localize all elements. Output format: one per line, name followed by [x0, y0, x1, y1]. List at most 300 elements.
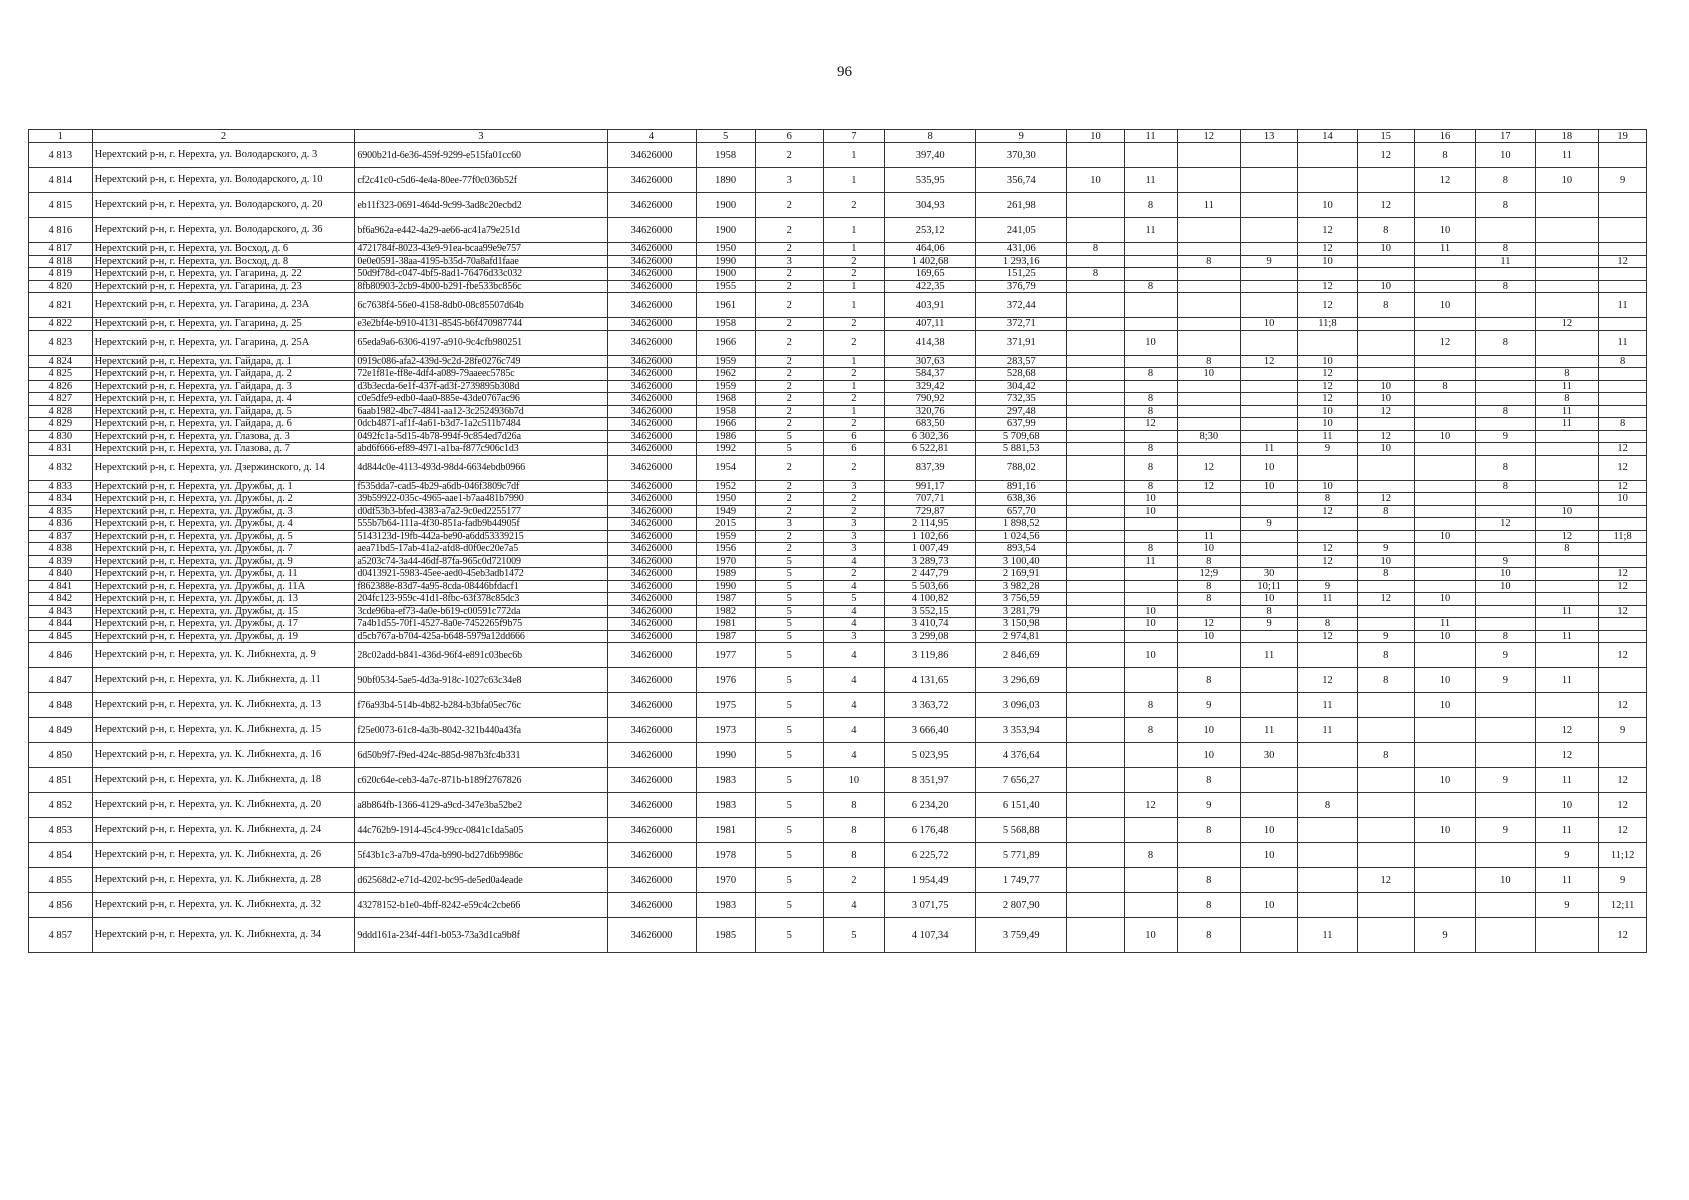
total-area-cell: 2 447,79: [885, 568, 976, 581]
address-cell: Нерехтский р-н, г. Нерехта, ул. Дружбы, д. 17: [92, 618, 355, 631]
living-area-cell: 3 759,49: [976, 918, 1067, 953]
build-year-cell: 1978: [696, 843, 755, 868]
col-13-cell: [1241, 768, 1298, 793]
build-year-cell: 1956: [696, 543, 755, 556]
oktmo-code-cell: 34626000: [607, 268, 696, 281]
house-guid-cell: 6d50b9f7-f9ed-424c-885d-987b3fc4b331: [355, 743, 607, 768]
build-year-cell: 1900: [696, 218, 755, 243]
address-cell: Нерехтский р-н, г. Нерехта, ул. К. Либкнехта, д. 18: [92, 768, 355, 793]
col-13-cell: [1241, 380, 1298, 393]
col-15-cell: [1357, 893, 1414, 918]
house-guid-cell: 65eda9a6-6306-4197-a910-9c4cfb980251: [355, 330, 607, 355]
col-16-cell: [1414, 718, 1475, 743]
col-13-cell: 11: [1241, 643, 1298, 668]
col-10-cell: [1067, 218, 1124, 243]
total-area-cell: 397,40: [885, 143, 976, 168]
address-cell: Нерехтский р-н, г. Нерехта, ул. Дружбы, д. 9: [92, 555, 355, 568]
record-number: 4 857: [29, 918, 93, 953]
record-number: 4 825: [29, 368, 93, 381]
floors-cell: 3: [755, 255, 823, 268]
column-number-18: 18: [1535, 130, 1599, 143]
col-12-cell: 8: [1177, 818, 1241, 843]
col-19-cell: [1599, 393, 1647, 406]
col-14-cell: 9: [1298, 580, 1357, 593]
living-area-cell: 3 281,79: [976, 605, 1067, 618]
record-number: 4 845: [29, 630, 93, 643]
col-18-cell: [1535, 268, 1599, 281]
col-16-cell: [1414, 455, 1475, 480]
entrances-cell: 2: [823, 493, 884, 506]
col-13-cell: [1241, 530, 1298, 543]
entrances-cell: 3: [823, 543, 884, 556]
entrances-cell: 4: [823, 693, 884, 718]
build-year-cell: 1983: [696, 768, 755, 793]
entrances-cell: 6: [823, 430, 884, 443]
col-17-cell: [1476, 843, 1535, 868]
record-number: 4 842: [29, 593, 93, 606]
col-10-cell: [1067, 480, 1124, 493]
house-guid-cell: d5cb767a-b704-425a-b648-5979a12dd666: [355, 630, 607, 643]
col-12-cell: 8: [1177, 768, 1241, 793]
col-14-cell: [1298, 868, 1357, 893]
entrances-cell: 1: [823, 355, 884, 368]
table-row: [29, 643, 1647, 668]
address-cell: Нерехтский р-н, г. Нерехта, ул. Дружбы, д. 2: [92, 493, 355, 506]
column-number-3: 3: [355, 130, 607, 143]
col-16-cell: [1414, 280, 1475, 293]
entrances-cell: 4: [823, 893, 884, 918]
oktmo-code-cell: 34626000: [607, 405, 696, 418]
col-10-cell: [1067, 530, 1124, 543]
col-18-cell: 8: [1535, 393, 1599, 406]
col-18-cell: [1535, 255, 1599, 268]
total-area-cell: 790,92: [885, 393, 976, 406]
build-year-cell: 1954: [696, 455, 755, 480]
address-cell: Нерехтский р-н, г. Нерехта, ул. Гагарина, д. 25: [92, 318, 355, 331]
col-18-cell: [1535, 330, 1599, 355]
record-number: 4 829: [29, 418, 93, 431]
col-14-cell: [1298, 530, 1357, 543]
oktmo-code-cell: 34626000: [607, 718, 696, 743]
build-year-cell: 1977: [696, 643, 755, 668]
col-15-cell: [1357, 818, 1414, 843]
floors-cell: 5: [755, 580, 823, 593]
col-18-cell: 11: [1535, 630, 1599, 643]
floors-cell: 2: [755, 393, 823, 406]
living-area-cell: 3 353,94: [976, 718, 1067, 743]
col-10-cell: [1067, 543, 1124, 556]
col-12-cell: 8: [1177, 255, 1241, 268]
table-row: [29, 868, 1647, 893]
col-17-cell: [1476, 593, 1535, 606]
entrances-cell: 2: [823, 330, 884, 355]
col-15-cell: 12: [1357, 868, 1414, 893]
total-area-cell: 464,06: [885, 243, 976, 256]
col-13-cell: [1241, 668, 1298, 693]
col-10-cell: [1067, 555, 1124, 568]
floors-cell: 5: [755, 618, 823, 631]
house-guid-cell: 7a4b1d55-70f1-4527-8a0e-7452265f9b75: [355, 618, 607, 631]
oktmo-code-cell: 34626000: [607, 280, 696, 293]
col-10-cell: [1067, 793, 1124, 818]
col-13-cell: [1241, 330, 1298, 355]
col-18-cell: 8: [1535, 543, 1599, 556]
col-14-cell: 12: [1298, 243, 1357, 256]
col-19-cell: [1599, 268, 1647, 281]
oktmo-code-cell: 34626000: [607, 543, 696, 556]
col-15-cell: 8: [1357, 505, 1414, 518]
oktmo-code-cell: 34626000: [607, 393, 696, 406]
living-area-cell: 372,71: [976, 318, 1067, 331]
table-row: [29, 918, 1647, 953]
table-row: [29, 893, 1647, 918]
col-11-cell: [1124, 893, 1177, 918]
floors-cell: 5: [755, 818, 823, 843]
record-number: 4 835: [29, 505, 93, 518]
col-14-cell: 10: [1298, 480, 1357, 493]
col-17-cell: 12: [1476, 518, 1535, 531]
col-12-cell: [1177, 218, 1241, 243]
record-number: 4 856: [29, 893, 93, 918]
record-number: 4 836: [29, 518, 93, 531]
build-year-cell: 1976: [696, 668, 755, 693]
col-14-cell: [1298, 568, 1357, 581]
col-11-cell: [1124, 593, 1177, 606]
address-cell: Нерехтский р-н, г. Нерехта, ул. К. Либкнехта, д. 20: [92, 793, 355, 818]
table-row: [29, 593, 1647, 606]
col-19-cell: [1599, 430, 1647, 443]
col-11-cell: 10: [1124, 505, 1177, 518]
address-cell: Нерехтский р-н, г. Нерехта, ул. Дружбы, д. 13: [92, 593, 355, 606]
oktmo-code-cell: 34626000: [607, 918, 696, 953]
col-17-cell: 9: [1476, 668, 1535, 693]
col-10-cell: [1067, 430, 1124, 443]
build-year-cell: 1981: [696, 618, 755, 631]
entrances-cell: 10: [823, 768, 884, 793]
record-number: 4 854: [29, 843, 93, 868]
col-18-cell: [1535, 555, 1599, 568]
col-19-cell: 11: [1599, 330, 1647, 355]
col-12-cell: 9: [1177, 793, 1241, 818]
col-18-cell: 11: [1535, 143, 1599, 168]
col-15-cell: 10: [1357, 380, 1414, 393]
col-10-cell: [1067, 630, 1124, 643]
col-16-cell: [1414, 793, 1475, 818]
table-row: [29, 418, 1647, 431]
total-area-cell: 729,87: [885, 505, 976, 518]
col-10-cell: [1067, 643, 1124, 668]
col-19-cell: 10: [1599, 493, 1647, 506]
col-15-cell: [1357, 168, 1414, 193]
total-area-cell: 6 176,48: [885, 818, 976, 843]
floors-cell: 2: [755, 493, 823, 506]
col-12-cell: 8: [1177, 893, 1241, 918]
col-17-cell: [1476, 743, 1535, 768]
col-16-cell: [1414, 255, 1475, 268]
address-cell: Нерехтский р-н, г. Нерехта, ул. Дружбы, д. 5: [92, 530, 355, 543]
col-16-cell: 8: [1414, 143, 1475, 168]
col-12-cell: [1177, 243, 1241, 256]
house-guid-cell: 0dcb4871-af1f-4a61-b3d7-1a2c511b7484: [355, 418, 607, 431]
col-14-cell: 12: [1298, 368, 1357, 381]
col-10-cell: [1067, 143, 1124, 168]
col-13-cell: 12: [1241, 355, 1298, 368]
col-16-cell: [1414, 493, 1475, 506]
col-18-cell: [1535, 493, 1599, 506]
house-guid-cell: abd6f666-ef89-4971-a1ba-f877c906c1d3: [355, 443, 607, 456]
address-cell: Нерехтский р-н, г. Нерехта, ул. Гайдара, д. 5: [92, 405, 355, 418]
col-15-cell: [1357, 268, 1414, 281]
col-17-cell: 9: [1476, 643, 1535, 668]
entrances-cell: 3: [823, 530, 884, 543]
build-year-cell: 1975: [696, 693, 755, 718]
col-10-cell: [1067, 330, 1124, 355]
build-year-cell: 1900: [696, 268, 755, 281]
col-19-cell: [1599, 143, 1647, 168]
entrances-cell: 8: [823, 818, 884, 843]
col-13-cell: [1241, 243, 1298, 256]
build-year-cell: 1961: [696, 293, 755, 318]
entrances-cell: 3: [823, 480, 884, 493]
col-16-cell: [1414, 643, 1475, 668]
col-11-cell: 8: [1124, 443, 1177, 456]
oktmo-code-cell: 34626000: [607, 580, 696, 593]
record-number: 4 838: [29, 543, 93, 556]
col-11-cell: 8: [1124, 455, 1177, 480]
col-17-cell: 8: [1476, 330, 1535, 355]
col-19-cell: 11: [1599, 293, 1647, 318]
col-16-cell: [1414, 868, 1475, 893]
column-number-4: 4: [607, 130, 696, 143]
col-13-cell: [1241, 143, 1298, 168]
col-18-cell: 11: [1535, 818, 1599, 843]
column-number-1: 1: [29, 130, 93, 143]
total-area-cell: 169,65: [885, 268, 976, 281]
col-18-cell: 11: [1535, 768, 1599, 793]
living-area-cell: 241,05: [976, 218, 1067, 243]
table-row: [29, 518, 1647, 531]
house-guid-cell: a8b864fb-1366-4129-a9cd-347e3ba52be2: [355, 793, 607, 818]
col-11-cell: 8: [1124, 405, 1177, 418]
build-year-cell: 1986: [696, 430, 755, 443]
total-area-cell: 5 023,95: [885, 743, 976, 768]
floors-cell: 2: [755, 380, 823, 393]
col-17-cell: [1476, 443, 1535, 456]
living-area-cell: 431,06: [976, 243, 1067, 256]
build-year-cell: 1985: [696, 918, 755, 953]
address-cell: Нерехтский р-н, г. Нерехта, ул. Дружбы, д. 1: [92, 480, 355, 493]
table-row: [29, 718, 1647, 743]
col-18-cell: [1535, 643, 1599, 668]
total-area-cell: 707,71: [885, 493, 976, 506]
col-12-cell: 9: [1177, 693, 1241, 718]
build-year-cell: 2015: [696, 518, 755, 531]
col-12-cell: 8: [1177, 668, 1241, 693]
address-cell: Нерехтский р-н, г. Нерехта, ул. Гайдара, д. 2: [92, 368, 355, 381]
col-15-cell: [1357, 618, 1414, 631]
col-19-cell: 12: [1599, 568, 1647, 581]
floors-cell: 2: [755, 405, 823, 418]
address-cell: Нерехтский р-н, г. Нерехта, ул. Володарского, д. 20: [92, 193, 355, 218]
col-14-cell: 12: [1298, 630, 1357, 643]
col-15-cell: [1357, 355, 1414, 368]
house-guid-cell: 39b59922-035c-4965-aae1-b7aa481b7990: [355, 493, 607, 506]
floors-cell: 2: [755, 318, 823, 331]
build-year-cell: 1962: [696, 368, 755, 381]
record-number: 4 820: [29, 280, 93, 293]
oktmo-code-cell: 34626000: [607, 618, 696, 631]
living-area-cell: 5 709,68: [976, 430, 1067, 443]
col-16-cell: 10: [1414, 530, 1475, 543]
col-19-cell: 12: [1599, 580, 1647, 593]
record-number: 4 844: [29, 618, 93, 631]
col-13-cell: [1241, 168, 1298, 193]
address-cell: Нерехтский р-н, г. Нерехта, ул. Володарского, д. 36: [92, 218, 355, 243]
col-10-cell: [1067, 693, 1124, 718]
col-12-cell: [1177, 330, 1241, 355]
record-number: 4 841: [29, 580, 93, 593]
col-17-cell: 8: [1476, 193, 1535, 218]
col-15-cell: 12: [1357, 405, 1414, 418]
col-15-cell: [1357, 693, 1414, 718]
col-14-cell: [1298, 893, 1357, 918]
total-area-cell: 3 119,86: [885, 643, 976, 668]
col-11-cell: 8: [1124, 368, 1177, 381]
address-cell: Нерехтский р-н, г. Нерехта, ул. Гайдара, д. 6: [92, 418, 355, 431]
table-row: [29, 218, 1647, 243]
house-guid-cell: 6aab1982-4bc7-4841-aa12-3c2524936b7d: [355, 405, 607, 418]
col-13-cell: [1241, 793, 1298, 818]
floors-cell: 5: [755, 443, 823, 456]
col-11-cell: [1124, 318, 1177, 331]
house-guid-cell: 9ddd161a-234f-44f1-b053-73a3d1ca9b8f: [355, 918, 607, 953]
table-row: [29, 405, 1647, 418]
col-16-cell: [1414, 605, 1475, 618]
col-10-cell: [1067, 355, 1124, 368]
address-cell: Нерехтский р-н, г. Нерехта, ул. Гайдара, д. 4: [92, 393, 355, 406]
col-11-cell: [1124, 293, 1177, 318]
build-year-cell: 1990: [696, 255, 755, 268]
col-13-cell: [1241, 405, 1298, 418]
record-number: 4 816: [29, 218, 93, 243]
col-15-cell: [1357, 330, 1414, 355]
living-area-cell: 5 568,88: [976, 818, 1067, 843]
build-year-cell: 1982: [696, 605, 755, 618]
col-16-cell: [1414, 505, 1475, 518]
col-14-cell: 8: [1298, 618, 1357, 631]
entrances-cell: 1: [823, 243, 884, 256]
floors-cell: 2: [755, 543, 823, 556]
total-area-cell: 991,17: [885, 480, 976, 493]
living-area-cell: 893,54: [976, 543, 1067, 556]
col-16-cell: [1414, 318, 1475, 331]
col-13-cell: 10: [1241, 893, 1298, 918]
oktmo-code-cell: 34626000: [607, 843, 696, 868]
col-15-cell: 12: [1357, 493, 1414, 506]
col-11-cell: [1124, 255, 1177, 268]
column-number-19: 19: [1599, 130, 1647, 143]
build-year-cell: 1989: [696, 568, 755, 581]
record-number: 4 837: [29, 530, 93, 543]
col-13-cell: 10;11: [1241, 580, 1298, 593]
col-10-cell: [1067, 568, 1124, 581]
house-guid-cell: 0492fc1a-5d15-4b78-994f-9c854ed7d26a: [355, 430, 607, 443]
living-area-cell: 528,68: [976, 368, 1067, 381]
address-cell: Нерехтский р-н, г. Нерехта, ул. Гагарина, д. 23А: [92, 293, 355, 318]
col-16-cell: [1414, 843, 1475, 868]
column-number-11: 11: [1124, 130, 1177, 143]
oktmo-code-cell: 34626000: [607, 168, 696, 193]
col-18-cell: 11: [1535, 418, 1599, 431]
col-15-cell: [1357, 793, 1414, 818]
floors-cell: 5: [755, 918, 823, 953]
col-12-cell: 12;9: [1177, 568, 1241, 581]
col-19-cell: [1599, 243, 1647, 256]
col-13-cell: 9: [1241, 618, 1298, 631]
col-12-cell: [1177, 843, 1241, 868]
col-17-cell: 8: [1476, 455, 1535, 480]
oktmo-code-cell: 34626000: [607, 243, 696, 256]
col-11-cell: 11: [1124, 168, 1177, 193]
house-guid-cell: aea71bd5-17ab-41a2-afd8-d0f0ec20e7a5: [355, 543, 607, 556]
build-year-cell: 1970: [696, 555, 755, 568]
living-area-cell: 637,99: [976, 418, 1067, 431]
record-number: 4 813: [29, 143, 93, 168]
entrances-cell: 4: [823, 718, 884, 743]
col-14-cell: 10: [1298, 193, 1357, 218]
col-14-cell: 12: [1298, 555, 1357, 568]
living-area-cell: 2 169,91: [976, 568, 1067, 581]
oktmo-code-cell: 34626000: [607, 743, 696, 768]
col-17-cell: 10: [1476, 568, 1535, 581]
living-area-cell: 3 756,59: [976, 593, 1067, 606]
oktmo-code-cell: 34626000: [607, 218, 696, 243]
col-19-cell: [1599, 380, 1647, 393]
col-14-cell: 8: [1298, 793, 1357, 818]
entrances-cell: 2: [823, 268, 884, 281]
oktmo-code-cell: 34626000: [607, 455, 696, 480]
col-16-cell: 10: [1414, 818, 1475, 843]
record-number: 4 851: [29, 768, 93, 793]
col-12-cell: 11: [1177, 193, 1241, 218]
col-16-cell: 12: [1414, 330, 1475, 355]
col-12-cell: [1177, 168, 1241, 193]
col-18-cell: 10: [1535, 168, 1599, 193]
address-cell: Нерехтский р-н, г. Нерехта, ул. К. Либкнехта, д. 9: [92, 643, 355, 668]
floors-cell: 2: [755, 280, 823, 293]
address-cell: Нерехтский р-н, г. Нерехта, ул. Гайдара, д. 3: [92, 380, 355, 393]
record-number: 4 827: [29, 393, 93, 406]
col-14-cell: 12: [1298, 668, 1357, 693]
col-11-cell: 8: [1124, 480, 1177, 493]
col-13-cell: [1241, 430, 1298, 443]
col-18-cell: [1535, 568, 1599, 581]
col-16-cell: 11: [1414, 243, 1475, 256]
col-14-cell: 11: [1298, 918, 1357, 953]
oktmo-code-cell: 34626000: [607, 255, 696, 268]
col-17-cell: [1476, 318, 1535, 331]
col-13-cell: 10: [1241, 455, 1298, 480]
col-17-cell: [1476, 893, 1535, 918]
living-area-cell: 3 982,28: [976, 580, 1067, 593]
floors-cell: 5: [755, 793, 823, 818]
record-number: 4 818: [29, 255, 93, 268]
col-12-cell: [1177, 418, 1241, 431]
column-number-6: 6: [755, 130, 823, 143]
total-area-cell: 3 552,15: [885, 605, 976, 618]
col-15-cell: 9: [1357, 543, 1414, 556]
col-16-cell: [1414, 368, 1475, 381]
